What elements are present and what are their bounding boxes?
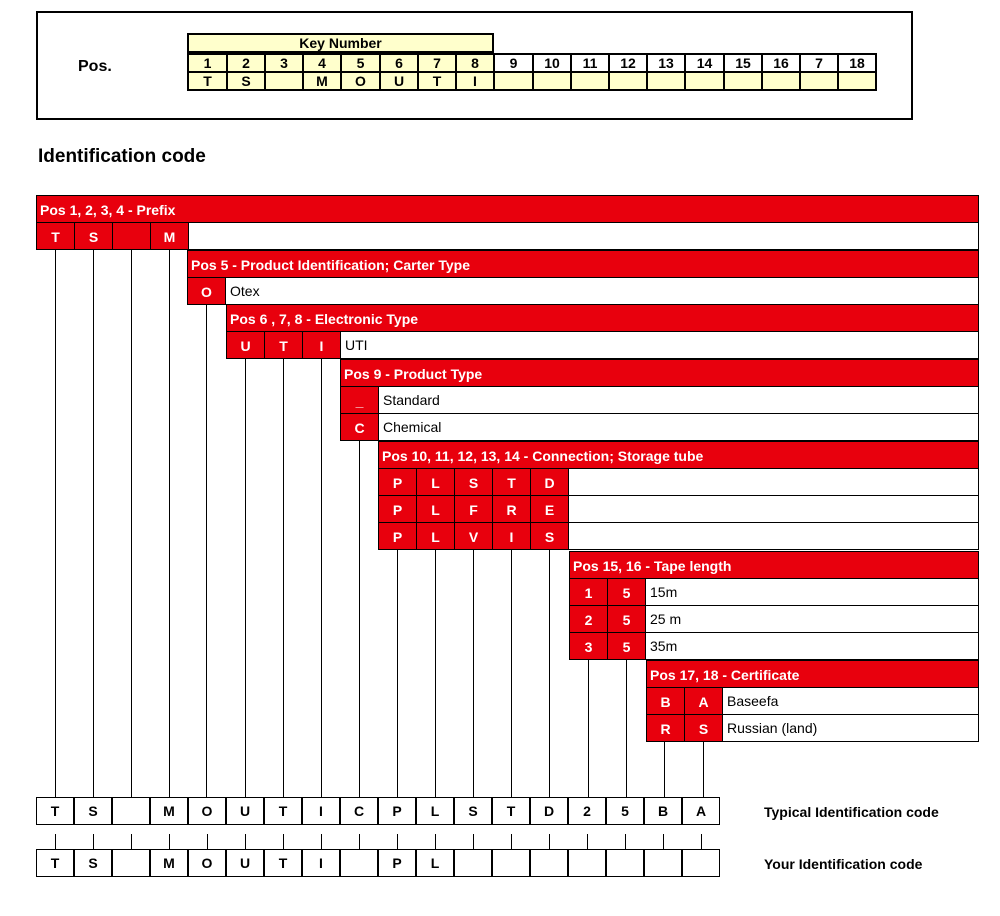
connection-code: V (454, 522, 493, 550)
typical-code-cell: O (188, 797, 226, 825)
key-position-value (532, 71, 572, 91)
connection-code: S (530, 522, 569, 550)
connector-line (131, 249, 132, 797)
connection-row-2 (378, 495, 979, 523)
connector-line (435, 549, 436, 797)
product-header: Pos 5 - Product Identification; Carter Type (187, 250, 979, 278)
ptype-text-standard: Standard (383, 392, 440, 408)
connector-line (169, 249, 170, 797)
tape-text: 35m (650, 638, 678, 654)
connector-line (549, 549, 550, 797)
connector-line (283, 358, 284, 797)
key-position-number: 10 (532, 53, 572, 73)
prefix-code-1: T (36, 222, 75, 250)
tape-code: 5 (607, 578, 646, 606)
typical-code-cell: L (416, 797, 454, 825)
prefix-code-3 (112, 222, 151, 250)
connector-line (473, 549, 474, 797)
key-position-number: 4 (302, 53, 342, 73)
connection-code: L (416, 468, 455, 496)
your-code-cell (568, 849, 606, 877)
connector-line (588, 659, 589, 797)
typical-code-cell: D (530, 797, 568, 825)
key-position-number: 12 (608, 53, 648, 73)
cert-row-baseefa (646, 687, 979, 715)
connection-row-1 (378, 468, 979, 496)
connection-code: P (378, 495, 417, 523)
typical-code-cell: T (264, 797, 302, 825)
cert-code: A (684, 687, 723, 715)
connector-line (359, 440, 360, 797)
connector-line (245, 358, 246, 797)
electronic-code-2: T (264, 331, 303, 359)
connector-line (206, 304, 207, 797)
connection-header: Pos 10, 11, 12, 13, 14 - Connection; Storage tube (378, 441, 979, 469)
your-code-cell (112, 849, 150, 877)
connector-line (664, 741, 665, 797)
key-position-number: 6 (379, 53, 419, 73)
your-code-cell: I (302, 849, 340, 877)
electronic-row (226, 331, 979, 359)
your-code-cell: S (74, 849, 112, 877)
your-code-cell (340, 849, 378, 877)
connection-code: P (378, 468, 417, 496)
electronic-code-3: I (302, 331, 341, 359)
key-number-header: Key Number (187, 33, 494, 53)
electronic-header: Pos 6 , 7, 8 - Electronic Type (226, 304, 979, 332)
typical-code-cell: C (340, 797, 378, 825)
ptype-code-standard: _ (340, 386, 379, 414)
tape-row-25 (569, 605, 979, 633)
typical-code-cell: U (226, 797, 264, 825)
typical-code-cell: S (74, 797, 112, 825)
key-position-value (608, 71, 648, 91)
typical-code-cell: M (150, 797, 188, 825)
typical-code-cell (112, 797, 150, 825)
product-code: O (187, 277, 226, 305)
tape-code: 5 (607, 632, 646, 660)
your-code-cell (492, 849, 530, 877)
key-position-number: 16 (761, 53, 801, 73)
key-position-value (837, 71, 877, 91)
tape-row-35 (569, 632, 979, 660)
tape-code: 5 (607, 605, 646, 633)
key-position-number: 3 (264, 53, 304, 73)
key-position-number: 7 (799, 53, 839, 73)
key-position-value (264, 71, 304, 91)
key-position-number: 9 (493, 53, 534, 73)
key-position-value (723, 71, 763, 91)
typical-code-cell: 5 (606, 797, 644, 825)
your-code-cell: O (188, 849, 226, 877)
your-code-cell: T (264, 849, 302, 877)
typical-code-cell: T (36, 797, 74, 825)
key-position-number: 1 (187, 53, 228, 73)
tape-header: Pos 15, 16 - Tape length (569, 551, 979, 579)
key-position-value: S (226, 71, 266, 91)
typical-code-cell: S (454, 797, 492, 825)
connection-code: D (530, 468, 569, 496)
connector-line (511, 549, 512, 797)
key-position-value (799, 71, 839, 91)
section-title: Identification code (38, 146, 206, 167)
key-position-number: 11 (570, 53, 610, 73)
your-code-cell (454, 849, 492, 877)
key-position-number: 13 (646, 53, 686, 73)
prefix-row (36, 222, 979, 250)
key-position-value (493, 71, 534, 91)
connection-code: F (454, 495, 493, 523)
cert-code: R (646, 714, 685, 742)
connector-line (397, 549, 398, 797)
prefix-code-4: M (150, 222, 189, 250)
ptype-text-chemical: Chemical (383, 419, 442, 435)
key-position-value (570, 71, 610, 91)
key-position-value (761, 71, 801, 91)
connector-line (626, 659, 627, 797)
connection-code: L (416, 522, 455, 550)
connector-line (703, 741, 704, 797)
electronic-code-1: U (226, 331, 265, 359)
your-code-cell: P (378, 849, 416, 877)
connection-code: S (454, 468, 493, 496)
key-position-number: 5 (340, 53, 381, 73)
key-position-value: T (187, 71, 228, 91)
connection-code: L (416, 495, 455, 523)
cert-text: Baseefa (727, 693, 779, 709)
tape-text: 25 m (650, 611, 682, 627)
connector-line (93, 249, 94, 797)
key-position-value (646, 71, 686, 91)
key-position-number: 8 (455, 53, 495, 73)
connection-code: P (378, 522, 417, 550)
ptype-header: Pos 9 - Product Type (340, 359, 979, 387)
key-position-number: 2 (226, 53, 266, 73)
key-position-number: 18 (837, 53, 877, 73)
product-text: Otex (230, 283, 260, 299)
key-position-value: I (455, 71, 495, 91)
ptype-code-chemical: C (340, 413, 379, 441)
your-code-cell (682, 849, 720, 877)
your-code-cell (644, 849, 682, 877)
your-code-cell: U (226, 849, 264, 877)
key-position-value: O (340, 71, 381, 91)
key-position-value (684, 71, 725, 91)
connector-line (55, 249, 56, 797)
product-row (187, 277, 979, 305)
key-position-value: U (379, 71, 419, 91)
ptype-row-chemical (340, 413, 979, 441)
typical-code-cell: T (492, 797, 530, 825)
tape-code: 1 (569, 578, 608, 606)
key-position-number: 14 (684, 53, 725, 73)
your-code-cell: M (150, 849, 188, 877)
electronic-text: UTI (345, 337, 368, 353)
prefix-code-2: S (74, 222, 113, 250)
your-code-cell: L (416, 849, 454, 877)
key-position-number: 7 (417, 53, 457, 73)
key-position-number: 15 (723, 53, 763, 73)
typical-code-cell: P (378, 797, 416, 825)
tape-code: 2 (569, 605, 608, 633)
key-position-value: M (302, 71, 342, 91)
connection-code: E (530, 495, 569, 523)
connection-row-3 (378, 522, 979, 550)
your-code-label: Your Identification code (764, 856, 923, 872)
cert-code: S (684, 714, 723, 742)
tape-row-15 (569, 578, 979, 606)
your-code-cell: T (36, 849, 74, 877)
pos-label: Pos. (78, 58, 112, 75)
cert-text: Russian (land) (727, 720, 818, 736)
typical-code-cell: A (682, 797, 720, 825)
your-code-cell (606, 849, 644, 877)
typical-code-cell: I (302, 797, 340, 825)
cert-header: Pos 17, 18 - Certificate (646, 660, 979, 688)
typical-code-cell: B (644, 797, 682, 825)
connection-code: I (492, 522, 531, 550)
typical-code-label: Typical Identification code (764, 804, 939, 820)
tape-code: 3 (569, 632, 608, 660)
connection-code: R (492, 495, 531, 523)
prefix-header: Pos 1, 2, 3, 4 - Prefix (36, 195, 979, 223)
connector-line (321, 358, 322, 797)
cert-row-russian (646, 714, 979, 742)
typical-code-cell: 2 (568, 797, 606, 825)
key-position-value: T (417, 71, 457, 91)
cert-code: B (646, 687, 685, 715)
your-code-cell (530, 849, 568, 877)
ptype-row-standard (340, 386, 979, 414)
connection-code: T (492, 468, 531, 496)
tape-text: 15m (650, 584, 678, 600)
